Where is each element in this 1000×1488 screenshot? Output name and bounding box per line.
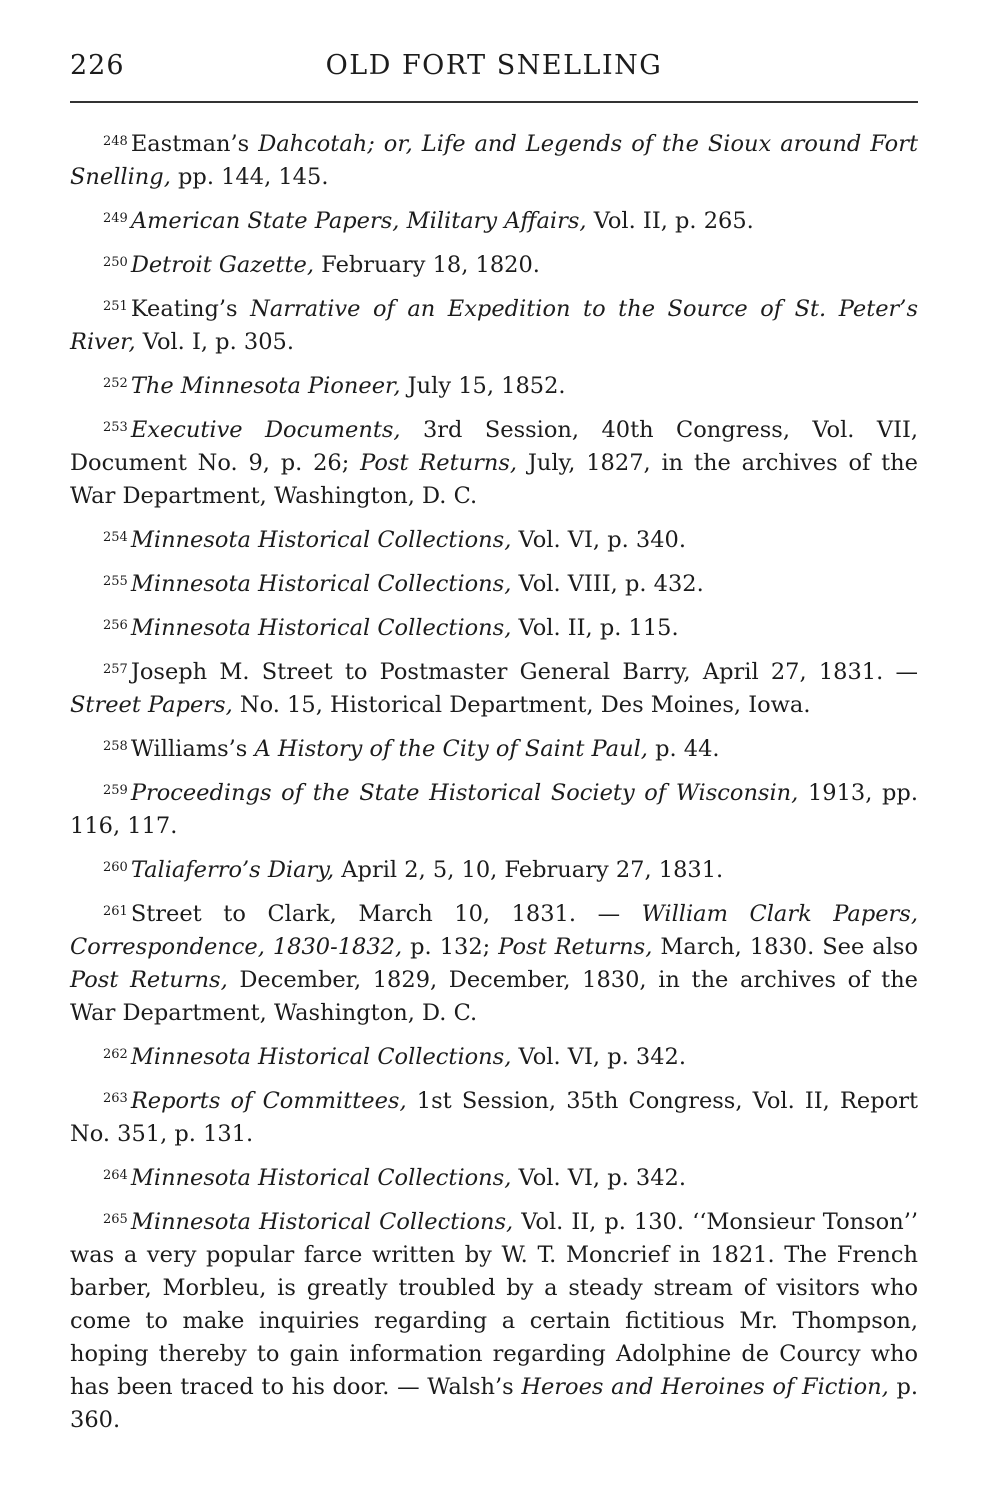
footnote-text: Vol. I, p. 305. <box>135 329 294 355</box>
footnote-title: Executive Documents, <box>130 417 401 443</box>
footnote-number: 253 <box>103 420 128 435</box>
footnote-number: 260 <box>103 860 128 875</box>
footnote <box>70 898 918 1030</box>
footnote-text: pp. 144, 145. <box>170 164 329 190</box>
footnote-text: Vol. VI, p. 342. <box>511 1044 687 1070</box>
footnote <box>70 205 918 238</box>
footnote-number: 257 <box>103 662 128 677</box>
footnote <box>70 777 918 843</box>
footnote-title: Taliaferro’s Diary, <box>130 857 335 883</box>
footnote-text: 1913, pp. 116, 117. <box>70 780 918 839</box>
footnote-text: Vol. VI, p. 342. <box>511 1165 687 1191</box>
footnote-text: Williams’s <box>130 736 255 762</box>
footnote-title: Minnesota Historical Collections, <box>130 1044 512 1070</box>
footnote-title: Proceedings of the State Historical Society of Wisconsin, <box>130 780 799 806</box>
footnote-number: 256 <box>103 618 128 633</box>
footnote-number: 259 <box>103 783 128 798</box>
footnote-text: February 18, 1820. <box>314 252 540 278</box>
footnote-text: 3rd Session, 40th Congress, Vol. VII, Document No. 9, p. 26; <box>70 417 919 476</box>
footnote-text: Vol. VIII, p. 432. <box>511 571 704 597</box>
footnote-title: Post Returns, <box>70 967 228 993</box>
footnote <box>70 524 918 557</box>
footnote-number: 249 <box>103 211 128 226</box>
footnote-number: 258 <box>103 739 128 754</box>
footnote-text: Joseph M. Street to Postmaster General Barry, April 27, 1831. — <box>130 659 918 685</box>
footnote-text: p. 132; <box>402 934 499 960</box>
running-title: OLD FORT SNELLING <box>325 50 663 81</box>
footnote-text: Vol. II, p. 130. ‘‘Monsieur Tonson’’ was a very popular farce written by W. T. Moncrief in 1821. The French barber, Morbleu, is greatly troubled by a steady stream of visitors who come to make inquiries regarding a certain fictitious Mr. Thompson, hoping thereby to gain information regarding Adolphine de Courcy who has been traced to his door. — Walsh’s <box>70 1209 918 1400</box>
footnote-text: Vol. II, p. 115. <box>511 615 679 641</box>
footnote-text: 1st Session, 35th Congress, Vol. II, Report No. 351, p. 131. <box>70 1088 918 1147</box>
footnote-title: American State Papers, Military Affairs, <box>130 208 587 234</box>
footnote-text: p. 360. <box>70 1374 919 1433</box>
footnote <box>70 1085 918 1151</box>
footnote-text: No. 15, Historical Department, Des Moines, Iowa. <box>232 692 811 718</box>
footnote-title: Post Returns, <box>360 450 518 476</box>
footnote <box>70 568 918 601</box>
footnote-text: Vol. II, p. 265. <box>586 208 754 234</box>
footnote-text: Vol. VI, p. 340. <box>511 527 687 553</box>
footnote-number: 262 <box>103 1047 128 1062</box>
footnote-title: Narrative of an Expedition to the Source of St. Peter’s River, <box>70 296 918 355</box>
footnote-text: April 2, 5, 10, February 27, 1831. <box>334 857 724 883</box>
footnote-text: July 15, 1852. <box>400 373 566 399</box>
footnote-number: 250 <box>103 255 128 270</box>
footnote <box>70 1162 918 1195</box>
footnote <box>70 854 918 887</box>
footnote-number: 248 <box>103 134 128 149</box>
footnote-title: Minnesota Historical Collections, <box>130 615 512 641</box>
footnote-text: Street to Clark, March 10, 1831. — <box>130 901 642 927</box>
footnote-number: 261 <box>103 904 128 919</box>
footnote-title: Detroit Gazette, <box>130 252 315 278</box>
footnote-title: Reports of Committees, <box>130 1088 407 1114</box>
footnote <box>70 370 918 403</box>
footnote-number: 254 <box>103 530 128 545</box>
footnote-title: Street Papers, <box>70 692 233 718</box>
footnote <box>70 249 918 282</box>
footnote <box>70 414 918 513</box>
footnote-title: Dahcotah; or, Life and Legends of the Sioux around Fort Snelling, <box>70 131 918 190</box>
footnote-text: July, 1827, in the archives of the War Department, Washington, D. C. <box>70 450 918 509</box>
page-number: 226 <box>70 50 125 81</box>
footnote-number: 264 <box>103 1168 128 1183</box>
footnote-number: 251 <box>103 299 128 314</box>
footnote-number: 263 <box>103 1091 128 1106</box>
footnote <box>70 1041 918 1074</box>
footnote-text: Keating’s <box>130 296 251 322</box>
footnote <box>70 733 918 766</box>
footnote-title: Minnesota Historical Collections, <box>130 1209 514 1235</box>
footnote-text: Eastman’s <box>130 131 259 157</box>
footnote <box>70 612 918 645</box>
footnote-title: The Minnesota Pioneer, <box>130 373 401 399</box>
footnote-title: Heroes and Heroines of Fiction, <box>521 1374 889 1400</box>
footnote-title: Minnesota Historical Collections, <box>130 571 512 597</box>
footnote <box>70 128 918 194</box>
footnote <box>70 293 918 359</box>
footnote-number: 252 <box>103 376 128 391</box>
footnote-title: Post Returns, <box>498 934 653 960</box>
footnote <box>70 1206 918 1437</box>
footnote-title: William Clark Papers, Correspondence, 1830-1832, <box>70 901 919 960</box>
footnote-text: p. 44. <box>647 736 720 762</box>
footnote-title: Minnesota Historical Collections, <box>130 1165 512 1191</box>
footnote-text: December, 1829, December, 1830, in the archives of the War Department, Washington, D. C. <box>70 967 919 1026</box>
footnote-text: March, 1830. See also <box>652 934 918 960</box>
page-header <box>70 50 918 90</box>
footnote <box>70 656 918 722</box>
footnotes-list <box>70 128 918 1448</box>
footnote-number: 265 <box>103 1212 128 1227</box>
footnote-number: 255 <box>103 574 128 589</box>
footnote-title: A History of the City of Saint Paul, <box>254 736 648 762</box>
footnote-title: Minnesota Historical Collections, <box>130 527 512 553</box>
header-rule <box>70 101 918 103</box>
